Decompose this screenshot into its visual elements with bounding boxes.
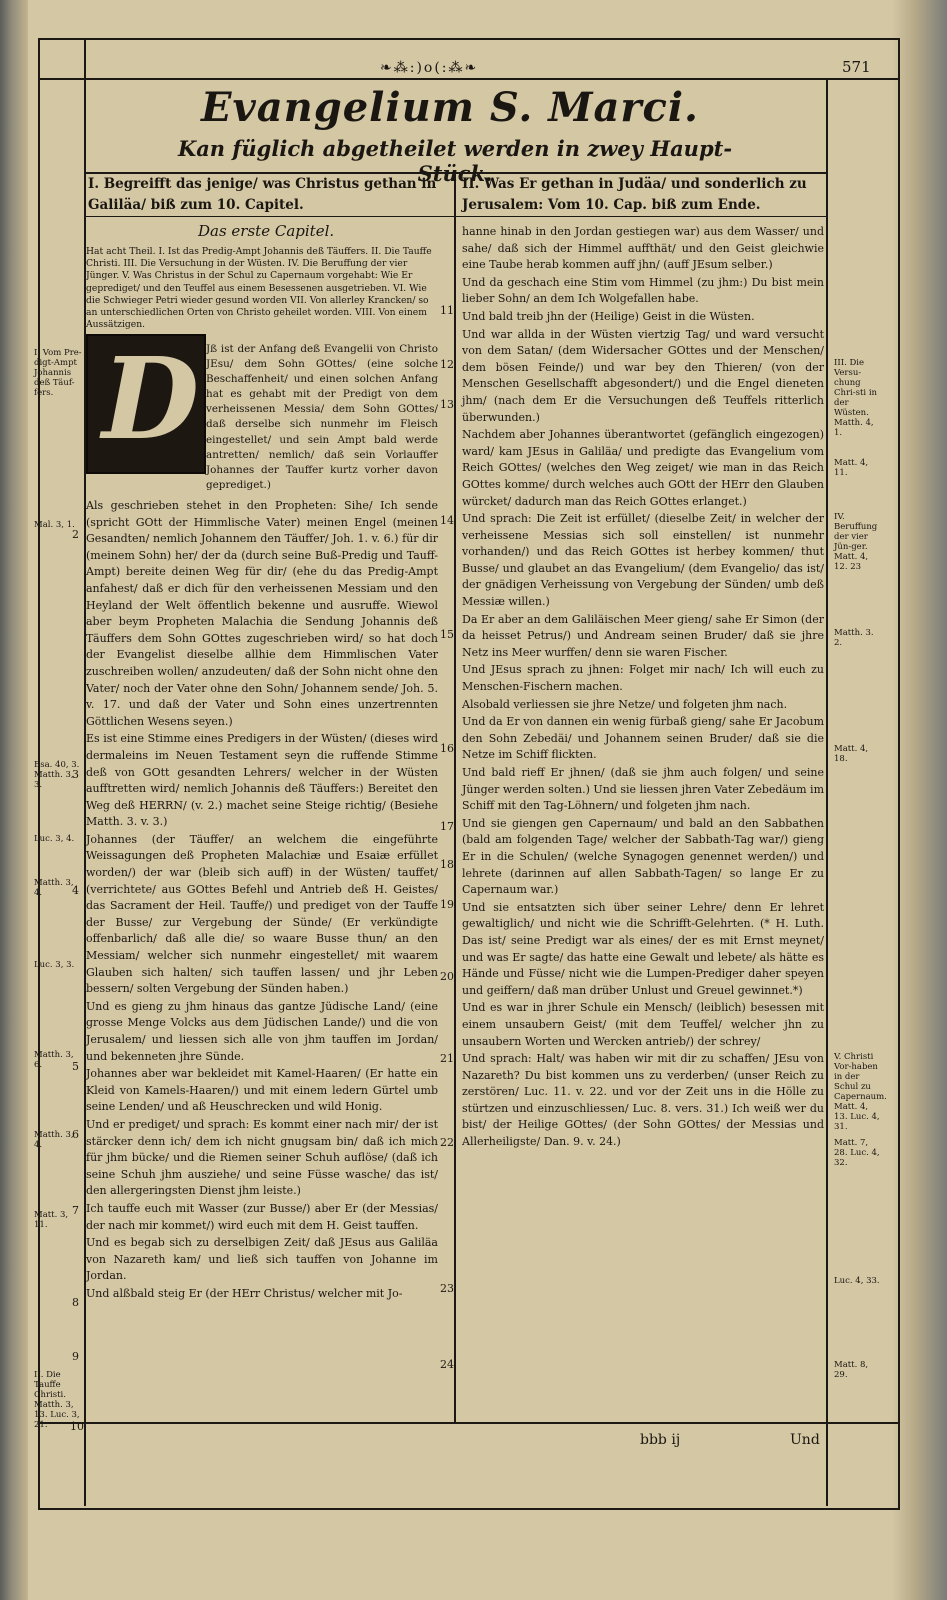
left-paragraph: Und er prediget/ und sprach: Es kommt einer nach mir/ der ist stärcker denn ich/ dem ich nicht gnugsam bin/ daß ich mich für jhm bücke/ und die Riemen seiner Schuh auflöse/ (daß ich seine Schuh jhm ausziehe/ und seine Füsse wasche/ das ist/ den allergeringsten Dienst jhm leiste.) [86, 1117, 438, 1198]
margin-note: Matt. 4, 18. [834, 744, 869, 764]
signature-mark: bbb ij [640, 1432, 681, 1448]
margin-note: I. Vom Pre-digt-Ampt Johannis deß Täuf-fers. [34, 348, 82, 398]
margin-note: Matt. 7, 28. Luc. 4, 32. [834, 1138, 880, 1168]
book-gutter [0, 0, 28, 1600]
margin-note: Luc. 3, 4. [34, 834, 75, 844]
left-paragraph: Johannes (der Täuffer/ an welchem die eingeführte Weissagungen deß Propheten Malachiæ und Esaiæ erfüllet worden/) der war (bleib sich auff) in der Wüsten/ tauffet/ (verrichtete/ aus GOttes Befehl und Antrieb deß H. Geistes/ das Sacrament der Heil. Tauffe/) und prediget von der Tauffe der Busse/ zur Vergebung der Sünde/ (Er verkündigte offenbarlich/ daß alle die/ so waare Busse thun/ an den Messiam/ welcher sich nunmehr eingestellet/ mit waarem Glauben sich halten/ sich tauffen lassen/ und jhr Leben bessern/ solten Vergebung der Sünden haben.) [86, 832, 438, 996]
margin-note: Matth. 3. 2. [834, 628, 874, 648]
margin-note: Mal. 3, 1. [34, 520, 75, 530]
margin-note: Matth. 3, 4. [34, 1130, 74, 1150]
verse-number: 15 [440, 628, 454, 641]
left-paragraph: Und alßbald steig Er (der HErr Christus/ welcher mit Jo- [86, 1286, 403, 1300]
verse-number: 2 [72, 528, 79, 541]
margin-note: Esa. 40, 3. Matth. 3, 3. [34, 760, 80, 790]
right-paragraph: Und JEsus sprach zu jhnen: Folget mir nach/ Ich will euch zu Menschen-Fischern machen. [462, 663, 824, 694]
right-paragraph: Und sie entsatzten sich über seiner Lehre/ denn Er lehret gewaltiglich/ und nicht wie die Schrifft-Gelehrten. (* H. Luth. Das ist/ seine Predigt war als eines/ der es mit Ernst meynet/ und was Er sagte/ das hatte eine Gewalt und lebete/ als hätte es Hände und Füsse/ nicht wie die Lumpen-Prediger daher speyen und geiffern/ daß man drüber Unlust und Greuel gewinnet.*) [462, 900, 824, 997]
margin-note: Matt. 4, 11. [834, 458, 869, 478]
chapter-heading: Das erste Capitel. [198, 222, 335, 240]
margin-note: Matth. 3, 4. [34, 878, 74, 898]
margin-note: Matth. 3, 6. [34, 1050, 74, 1070]
margin-note: IV. Beruffung der vier Jün-ger. Matt. 4, 12. 23 [834, 512, 878, 572]
verse-number: 23 [440, 1282, 454, 1295]
left-verse-1-wrap [206, 342, 438, 494]
right-margin-rule [826, 78, 828, 1506]
verse-number: 19 [440, 898, 454, 911]
verse-number: 7 [72, 1204, 79, 1217]
left-paragraph: Als geschrieben stehet in den Propheten: Sihe/ Ich sende (spricht GOtt der Himmlische Vater) meinen Engel (meinen Gesandten/ nemlich Johannem den Täuffer/ Joh. 1. v. 6.) für dir (meinem Sohn) her/ der da (durch seine Buß-Predig und Tauff-Ampt) bereite deinen Weg für dir/ (ehe du das Predig-Ampt anfahest/ daß er dich für den verheissenen Messiam und den Heyland der Welt öffentlich bekenne und ausruffe. Wiewol aber beym Propheten Malachia die Sendung Johannis deß Täuffers dem Sohn GOttes zugeschrieben wird/ so hat doch der Evangelist dieselbe allhie dem Himmlischen Vater zuschreiben wollen/ anzudeuten/ daß der Sohn nicht ohne den Vater/ noch der Vater ohne den Sohn/ Johannem sende/ Joh. 5. v. 17. und daß der Vater und Sohn eines unzertrennten Göttlichen Wesens seyen.) [86, 499, 438, 728]
right-column [462, 224, 824, 1152]
margin-note: II. Die Tauffe Christi. Matth. 3, 13. Luc. 3, 21. [34, 1370, 80, 1430]
left-paragraph: Johannes aber war bekleidet mit Kamel-Haaren/ (Er hatte ein Kleid von Kamels-Haaren/) und mit einem ledern Gürtel umb seine Lenden/ und aß Heuschrecken und wild Honig. [86, 1067, 438, 1114]
right-paragraph: Und war allda in der Wüsten viertzig Tag/ und ward versucht von dem Satan/ (dem Widersacher GOttes und der Menschen/ dem bösen Feinde/) und war bey den Thieren/ (von der Menschen Gesellschafft abgesondert/) und die Engel dieneten jhm/ (nach dem Er die Versuchungen deß Teuffels ritterlich überwunden.) [462, 327, 824, 424]
catchword: Und [790, 1432, 820, 1448]
left-paragraph: Jß ist der Anfang deß Evangelii von Christo JEsu/ dem Sohn GOttes/ (eine solche Beschaffenheit/ und einen solchen Anfang hat es gehabt mit der Predigt von dem verheissenen Messia/ dem Sohn GOttes/ daß derselbe sich nunmehr im Fleisch eingestellet/ und sein Ampt bald werde antretten/ nemlich/ daß sein Vorlauffer Johannes der Tauffer kurtz vorher davon geprediget.) [206, 343, 438, 491]
verse-number: 6 [72, 1128, 79, 1141]
margin-note: III. Die Versu-chung Chri-sti in der Wüsten. Matth. 4, 1. [834, 358, 878, 438]
verse-number: 10 [70, 1420, 84, 1433]
verse-number: 14 [440, 514, 454, 527]
right-paragraph: Und bald treib jhn der (Heilige) Geist in die Wüsten. [462, 309, 755, 323]
margin-note: Luc. 3, 3. [34, 960, 75, 970]
right-paragraph: Und es war in jhrer Schule ein Mensch/ (leiblich) besessen mit einem unsaubern Geist/ (mit dem Teuffel/ welcher jhn zu unsaubern Worten und Wercken antrieb/) der schrey/ [462, 1001, 824, 1048]
right-paragraph: Und sie giengen gen Capernaum/ und bald an den Sabbathen (bald am folgenden Tage/ welcher der Sabbath-Tag war/) gieng Er in die Schulen/ (welche Synagogen genennet werden/) und lehrete (darinnen auf allen Sabbath-Tagen/ so lange Er zu Capernaum war.) [462, 816, 824, 897]
margin-note: Luc. 4, 33. [834, 1276, 880, 1286]
division-one: I. Begreifft das jenige/ was Christus gethan in Galiläa/ biß zum 10. Capitel. [88, 176, 437, 213]
footer-rule [38, 1422, 898, 1424]
margin-note: V. Christi Vor-haben in der Schul zu Capernaum. Matt. 4, 13. Luc. 4, 31. [834, 1052, 887, 1132]
header-rule [38, 78, 898, 80]
column-divider [454, 172, 456, 1422]
right-paragraph: Und sprach: Die Zeit ist erfüllet/ (dieselbe Zeit/ in welcher der verheissene Messias sich soll einstellen/ ist nunmehr vorhanden/) und das Reich GOttes ist herbey kommen/ thut Busse/ und glaubet an das Evangelium/ (dem Evangelio/ das ist/ der gnädigen Verheissung von Vergebung der Sünden/ umb deß Messiæ willen.) [462, 512, 824, 609]
page-number: 571 [842, 58, 871, 76]
right-paragraph: Und bald rieff Er jhnen/ (daß sie jhm auch folgen/ und seine Jünger werden solten.) Und sie liessen jhren Vater Zebedäum im Schiff mit den Tag-Löhnern/ und folgeten jhm nach. [462, 766, 824, 813]
left-paragraph: Und es gieng zu jhm hinaus das gantze Jüdische Land/ (eine grosse Menge Volcks aus dem Jüdischen Lande/) und die von Jerusalem/ und liessen sich alle von jhm tauffen im Jordan/ und bekenneten jhre Sünde. [86, 999, 438, 1063]
right-paragraph: Und da geschach eine Stim vom Himmel (zu jhm:) Du bist mein lieber Sohn/ an dem Ich Wolgefallen habe. [462, 275, 824, 306]
dropcap-initial [86, 334, 206, 474]
page-subtitle: Kan füglich abgetheilet werden in zwey Haupt-Stück. [177, 136, 733, 186]
verse-number: 16 [440, 742, 454, 755]
left-paragraph: Es ist eine Stimme eines Predigers in der Wüsten/ (dieses wird dermaleins im Neuen Testament seyn die ruffende Stimme deß von GOtt gesandten Lehrers/ welcher in der Wüsten aufftretten wird/ nemlich Johannis deß Täuffers:) Bereitet den Weg deß HERRN/ (v. 2.) machet seine Steige richtig/ (Besiehe Matth. 3. v. 3.) [86, 732, 438, 829]
verse-number: 12 [440, 358, 454, 371]
header-ornament: ❧⁂:)o(:⁂❧ [380, 60, 479, 76]
left-paragraph: Und es begab sich zu derselbigen Zeit/ daß JEsus aus Galiläa von Nazareth kam/ und ließ sich tauffen von Johanne im Jordan. [86, 1236, 438, 1283]
verse-number: 3 [72, 768, 79, 781]
verse-number: 4 [72, 884, 79, 897]
page-title: Evangelium S. Marci. [201, 84, 699, 131]
margin-note: Matt. 8, 29. [834, 1360, 869, 1380]
verse-number: 9 [72, 1350, 79, 1363]
left-paragraph: Ich tauffe euch mit Wasser (zur Busse/) aber Er (der Messias/ der nach mir kommet/) wird euch mit dem H. Geist tauffen. [86, 1201, 438, 1232]
left-column [86, 498, 438, 1304]
division-two: II. Was Er gethan in Judäa/ und sonderlich zu Jerusalem: Vom 10. Cap. biß zum Ende. [462, 176, 807, 213]
right-paragraph: Nachdem aber Johannes überantwortet (gefänglich eingezogen) ward/ kam JEsus in Galiläa/ und predigte das Evangelium vom Reich GOttes/ (welches den Weg zeiget/ wie man in das Reich GOttes komme/ durch welches auch GOtt der HErr den Glauben würcket/ dadurch man das Reich GOttes erlanget.) [462, 428, 824, 508]
right-paragraph: Und da Er von dannen ein wenig fürbaß gieng/ sahe Er Jacobum den Sohn Zebedäi/ und Johannem seinen Bruder/ daß sie die Netze im Schiff flickten. [462, 715, 824, 762]
verse-number: 18 [440, 858, 454, 871]
verse-number: 11 [440, 304, 454, 317]
right-paragraph: Da Er aber an dem Galiläischen Meer gieng/ sahe Er Simon (der da heisset Petrus/) und Andream seinen Bruder/ daß sie jhre Netz ins Meer wurffen/ denn sie waren Fischer. [462, 612, 824, 659]
right-paragraph: Und sprach: Halt/ was haben wir mit dir zu schaffen/ JEsu von Nazareth? Du bist kommen uns zu verderben/ (unser Reich zu zerstören/ Luc. 11. v. 22. und vor der Zeit uns in die Hölle zu stürtzen und einzuschliessen/ Luc. 8. vers. 31.) Ich weiß wer du bist/ der Heilige GOttes/ (der Sohn GOttes/ der Messias und Allerheiligste/ Dan. 9. v. 24.) [462, 1052, 824, 1149]
chapter-summary: Hat acht Theil. I. Ist das Predig-Ampt Johannis deß Täuffers. II. Die Tauffe Christi. III. Die Versuchung in der Wüsten. IV. Die Beruffung der vier Jünger. V. Was Christus in der Schul zu Capernaum vorgehabt: Wie Er geprediget/ und den Teuffel aus einem Besessenen ausgetrieben. VI. Wie die Schwieger Petri wieder gesund worden VII. Von allerley Krancken/ so an unterschiedlichen Orten von Christo geheilet worden. VIII. Von einem Aussätzigen. [86, 246, 432, 331]
verse-number: 8 [72, 1296, 79, 1309]
verse-number: 17 [440, 820, 454, 833]
verse-number: 22 [440, 1136, 454, 1149]
right-paragraph: Alsobald verliessen sie jhre Netze/ und folgeten jhm nach. [462, 697, 788, 711]
verse-number: 21 [440, 1052, 454, 1065]
page-edge [892, 0, 947, 1600]
verse-number: 5 [72, 1060, 79, 1073]
dropcap-letter: D [102, 334, 200, 465]
verse-number: 24 [440, 1358, 454, 1371]
right-paragraph: hanne hinab in den Jordan gestiegen war) aus dem Wasser/ und sahe/ daß sich der Himmel auffthät/ und den Geist gleichwie eine Taube herab kommen auff jhn/ (auff JEsum selber.) [462, 225, 824, 272]
margin-note: Matt. 3, 11. [34, 1210, 69, 1230]
verse-number: 20 [440, 970, 454, 983]
verse-number: 13 [440, 398, 454, 411]
division-rule [84, 216, 826, 217]
